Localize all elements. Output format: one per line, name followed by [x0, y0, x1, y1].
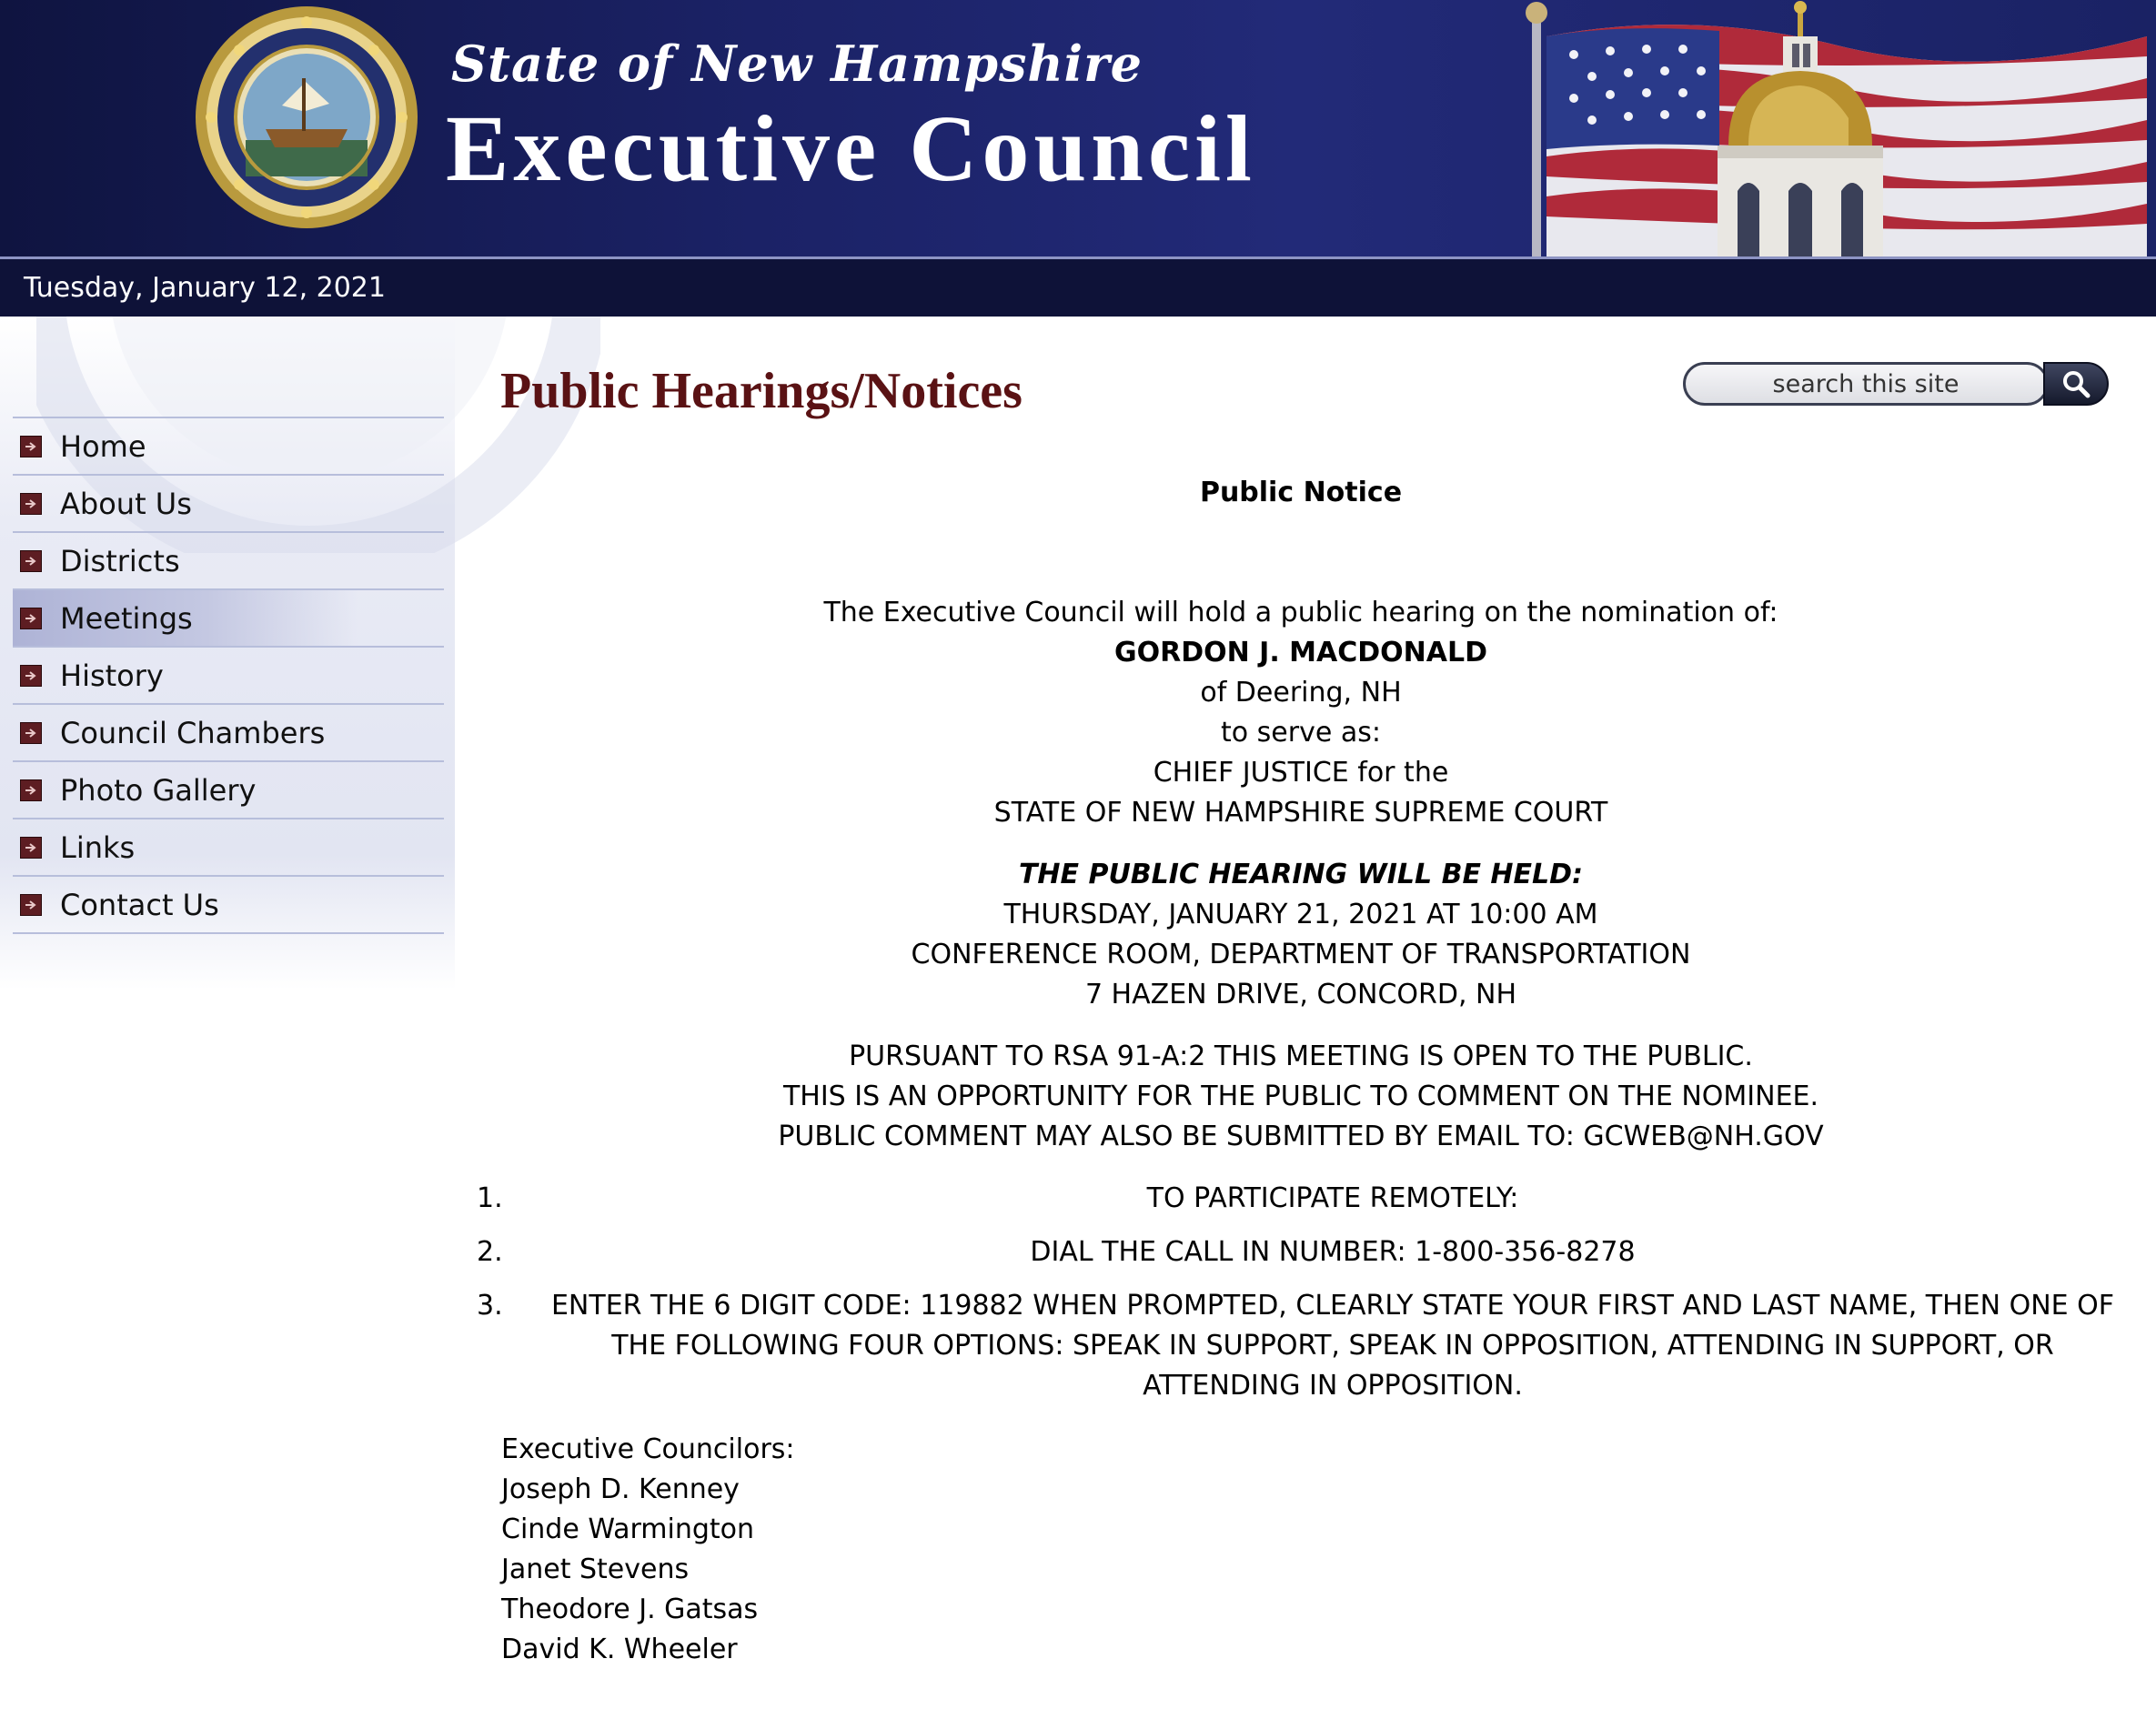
arrow-bullet-icon — [20, 608, 42, 629]
arrow-bullet-icon — [20, 894, 42, 916]
sidebar-item-districts[interactable] — [13, 533, 444, 590]
sidebar-item-home[interactable] — [13, 418, 444, 476]
sidebar-item-label: Council Chambers — [60, 715, 326, 750]
search-input[interactable] — [1683, 362, 2049, 406]
executive-councilors — [501, 1430, 795, 1670]
sidebar-item-photo-gallery[interactable] — [13, 762, 444, 819]
sidebar-item-label: Home — [60, 428, 146, 464]
sidebar-item-label: Districts — [60, 543, 180, 578]
page-title: Public Hearings/Notices — [500, 363, 1023, 419]
arrow-bullet-icon — [20, 722, 42, 744]
sidebar-item-meetings[interactable] — [13, 590, 444, 648]
position-line-2: STATE OF NEW HAMPSHIRE SUPREME COURT — [993, 797, 1608, 829]
site-subtitle: State of New Hampshire — [451, 35, 1143, 93]
step-number: 2. — [477, 1236, 503, 1268]
state-seal-icon — [193, 4, 420, 231]
search-icon — [2060, 368, 2091, 399]
councilor-name: Janet Stevens — [501, 1553, 690, 1585]
arrow-bullet-icon — [20, 779, 42, 801]
arrow-bullet-icon — [20, 837, 42, 859]
sidebar-item-label: History — [60, 658, 164, 693]
search-button[interactable] — [2043, 362, 2109, 406]
hearing-date: THURSDAY, JANUARY 21, 2021 AT 10:00 AM — [1003, 899, 1598, 930]
header-banner — [0, 0, 2156, 256]
rsa-line-2: THIS IS AN OPPORTUNITY FOR THE PUBLIC TO COMMENT ON THE NOMINEE. — [782, 1081, 1819, 1112]
participation-steps — [477, 1179, 2125, 1406]
sidebar-item-label: About Us — [60, 486, 192, 521]
serve-as-label: to serve as: — [1221, 717, 1381, 749]
step-text: DIAL THE CALL IN NUMBER: 1-800-356-8278 — [1030, 1236, 1636, 1268]
arrow-bullet-icon — [20, 493, 42, 515]
list-item — [477, 1286, 2125, 1406]
rsa-line-1: PURSUANT TO RSA 91-A:2 THIS MEETING IS OPEN TO THE PUBLIC. — [849, 1040, 1753, 1072]
position-line-1: CHIEF JUSTICE for the — [1153, 757, 1449, 789]
arrow-bullet-icon — [20, 436, 42, 457]
councilor-name: Theodore J. Gatsas — [501, 1593, 759, 1625]
sidebar-item-label: Meetings — [60, 600, 193, 636]
sidebar-item-council-chambers[interactable] — [13, 705, 444, 762]
public-notice — [477, 473, 2125, 1420]
councilors-heading: Executive Councilors: — [501, 1433, 795, 1465]
councilor-name: Joseph D. Kenney — [501, 1473, 740, 1505]
site-title: Executive Council — [446, 96, 1256, 201]
step-number: 1. — [477, 1182, 503, 1214]
sidebar-item-about-us[interactable] — [13, 476, 444, 533]
rsa-line-3: PUBLIC COMMENT MAY ALSO BE SUBMITTED BY EMAIL TO: GCWEB@NH.GOV — [778, 1121, 1824, 1152]
notice-intro: The Executive Council will hold a public hearing on the nomination of: — [823, 597, 1778, 628]
list-item — [477, 1179, 2125, 1219]
sidebar-item-label: Contact Us — [60, 887, 219, 922]
arrow-bullet-icon — [20, 550, 42, 572]
hearing-heading: THE PUBLIC HEARING WILL BE HELD: — [1018, 859, 1584, 890]
sidebar-item-links[interactable] — [13, 819, 444, 877]
councilor-name: Cinde Warmington — [501, 1513, 755, 1545]
list-item — [477, 1232, 2125, 1272]
nominee-residence: of Deering, NH — [1200, 677, 1402, 709]
nominee-name: GORDON J. MACDONALD — [1113, 637, 1488, 669]
sidebar-item-label: Photo Gallery — [60, 772, 257, 808]
site-search — [1683, 362, 2109, 406]
councilor-name: David K. Wheeler — [501, 1634, 738, 1665]
hearing-address: 7 HAZEN DRIVE, CONCORD, NH — [1084, 979, 1517, 1010]
notice-heading: Public Notice — [1199, 477, 1403, 508]
sidebar-item-history[interactable] — [13, 648, 444, 705]
step-text: TO PARTICIPATE REMOTELY: — [1146, 1182, 1519, 1214]
current-date: Tuesday, January 12, 2021 — [24, 272, 386, 304]
step-text: ENTER THE 6 DIGIT CODE: 119882 WHEN PROMPTED, CLEARLY STATE YOUR FIRST AND LAST NAME, THEN ONE OF THE FOLLOWING FOUR OPTIONS: SPEAK IN SUPPORT, SPEAK IN OPPOSITION, ATTENDING IN SUPPORT, OR ATTENDING IN OPPOSITION. — [550, 1290, 2115, 1402]
sidebar-item-contact-us[interactable] — [13, 877, 444, 934]
date-bar — [0, 259, 2156, 317]
arrow-bullet-icon — [20, 665, 42, 687]
sidebar-nav — [13, 417, 444, 934]
hearing-room: CONFERENCE ROOM, DEPARTMENT OF TRANSPORTATION — [911, 939, 1691, 970]
step-number: 3. — [477, 1290, 503, 1322]
flag-and-capitol-dome-icon — [1510, 0, 2156, 256]
sidebar-item-label: Links — [60, 829, 136, 865]
